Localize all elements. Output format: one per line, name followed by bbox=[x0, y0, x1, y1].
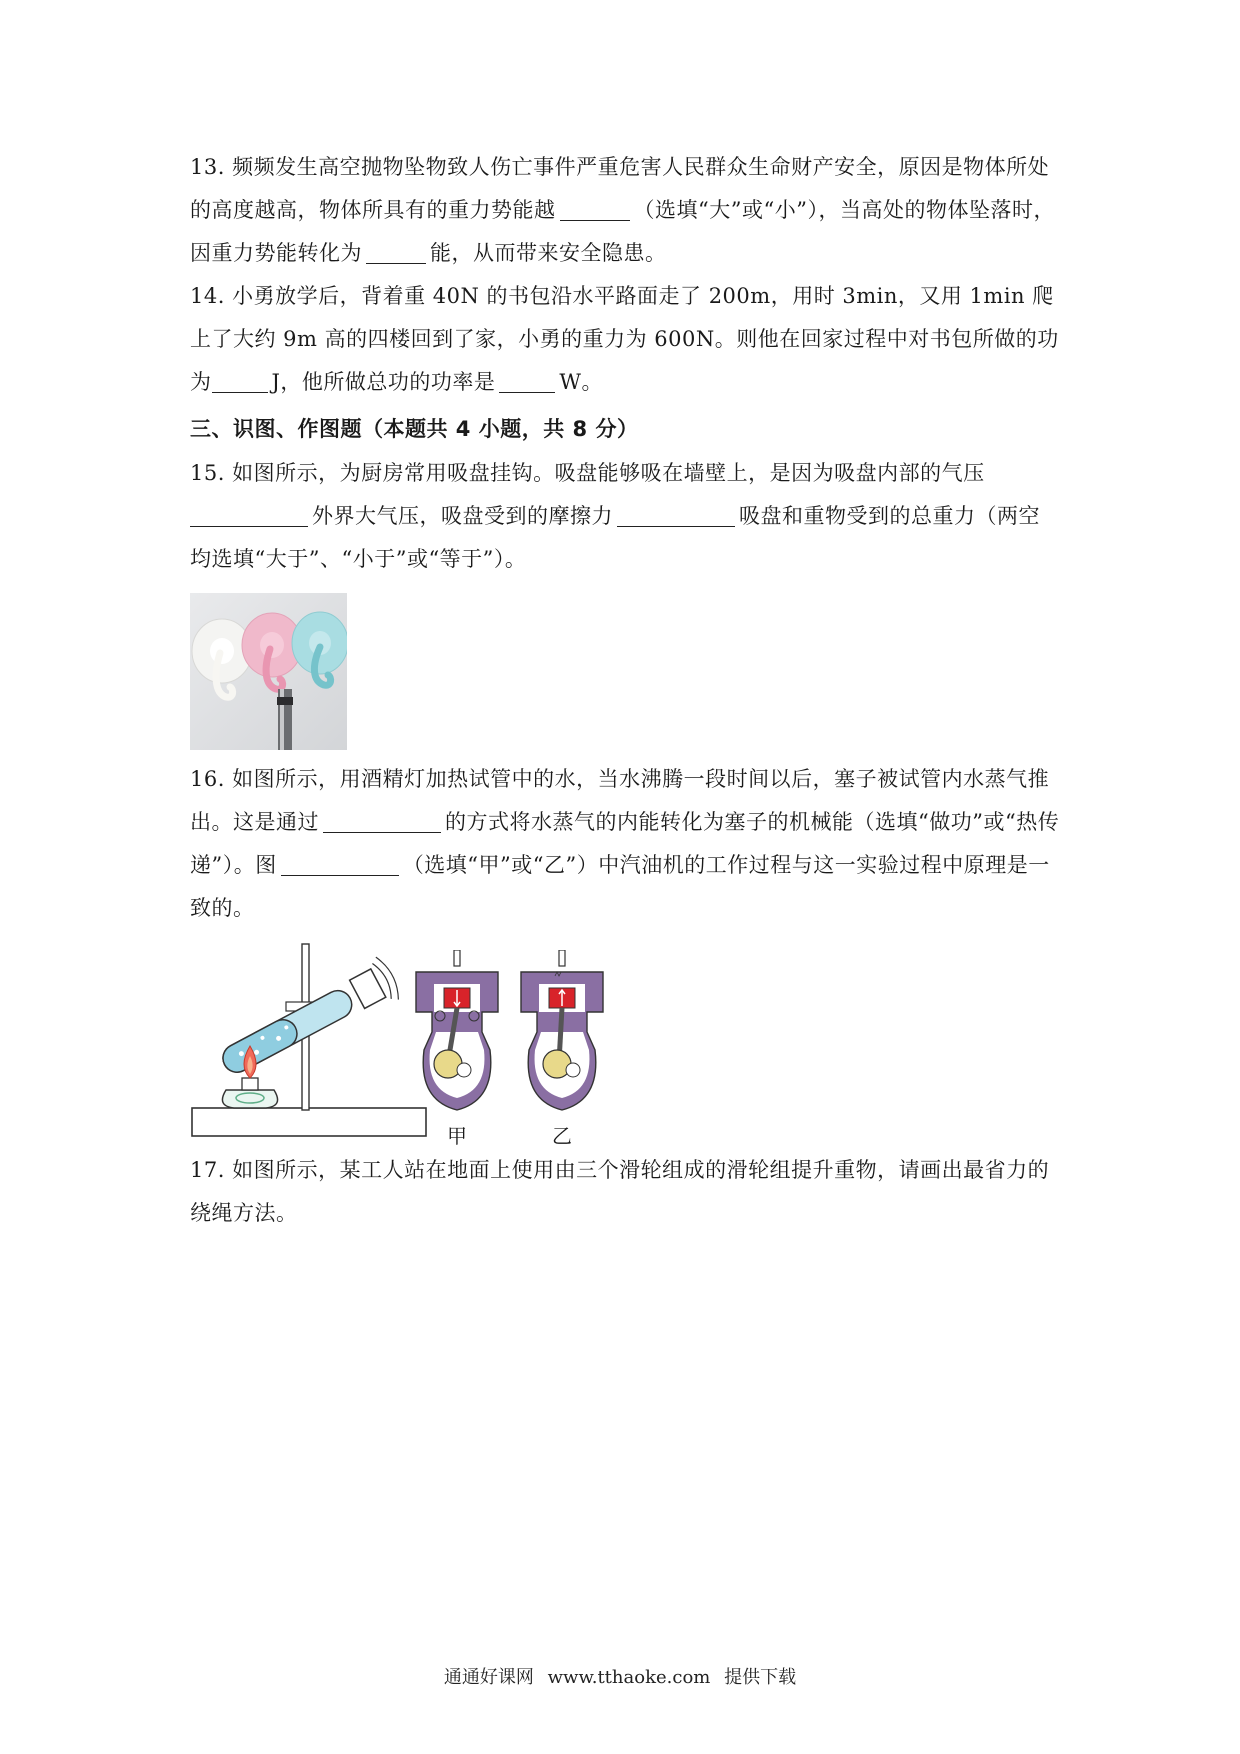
q15-text-3: 吸盘和重物受到的总重力（两空均选填“大于”、“小于”或“等于”）。 bbox=[190, 504, 1040, 571]
footer-brand: 通通好课网 bbox=[443, 1667, 534, 1688]
q14-blank-2[interactable] bbox=[499, 368, 555, 393]
question-13 bbox=[190, 146, 1060, 275]
engine-diagram-b bbox=[515, 950, 610, 1120]
q13-blank-2[interactable] bbox=[366, 239, 426, 264]
q13-text-3: 能，从而带来安全隐患。 bbox=[430, 241, 667, 265]
page-footer bbox=[0, 1663, 1240, 1689]
suction-hook-photo bbox=[190, 593, 347, 750]
question-14 bbox=[190, 275, 1060, 404]
question-16 bbox=[190, 758, 1060, 930]
q16-blank-1[interactable] bbox=[323, 808, 441, 833]
footer-url[interactable]: www.tthaoke.com bbox=[547, 1667, 711, 1688]
q16-text-3: （选填“甲”或“乙”）中汽油机的工作过程与这一实验过程中原理是一致的。 bbox=[190, 853, 1050, 920]
footer-suffix: 提供下载 bbox=[724, 1667, 797, 1688]
q13-text-1: 13. 频频发生高空抛物坠物致人伤亡事件严重危害人民群众生命财产安全，原因是物体所处的高度越高，物体所具有的重力势能越 bbox=[190, 155, 1050, 222]
engine-label-b: 乙 bbox=[552, 1124, 572, 1148]
q16-blank-2[interactable] bbox=[281, 851, 399, 876]
question-15 bbox=[190, 452, 1060, 581]
q15-blank-1[interactable] bbox=[190, 502, 308, 527]
q15-text-2: 外界大气压，吸盘受到的摩擦力 bbox=[312, 504, 613, 528]
suction-hook-illustration bbox=[190, 593, 347, 750]
experiment-figures bbox=[190, 940, 610, 1148]
question-17 bbox=[190, 1149, 1060, 1235]
q15-blank-2[interactable] bbox=[617, 502, 735, 527]
q14-blank-1[interactable] bbox=[212, 368, 268, 393]
section-3-title: 三、识图、作图题（本题共 4 小题，共 8 分） bbox=[190, 417, 639, 441]
engine-diagram-a bbox=[410, 950, 505, 1120]
q14-text-2: J，他所做总功的功率是 bbox=[271, 370, 496, 394]
q14-text-3: W。 bbox=[559, 370, 604, 394]
q13-blank-1[interactable] bbox=[560, 196, 630, 221]
q16-text-1: 16. 如图所示，用酒精灯加热试管中的水，当水沸腾一段时间以后，塞子被试管内水蒸气推出。这是通过 bbox=[190, 767, 1050, 834]
engine-label-a: 甲 bbox=[447, 1124, 467, 1148]
q13-text-2: （选填“大”或“小”），当高处的物体坠落时，因重力势能转化为 bbox=[190, 198, 1055, 265]
content bbox=[190, 146, 1060, 1235]
q14-text-1: 14. 小勇放学后，背着重 40N 的书包沿水平路面走了 200m，用时 3min，又用 1min 爬上了大约 9m 高的四楼回到了家，小勇的重力为 600N。则他在回家过程中对书包所做的功为 bbox=[190, 284, 1059, 394]
q16-text-2: 的方式将水蒸气的内能转化为塞子的机械能（选填“做功”或“热传递”）。图 bbox=[190, 810, 1060, 877]
q17-text: 17. 如图所示，某工人站在地面上使用由三个滑轮组成的滑轮组提升重物，请画出最省力的绕绳方法。 bbox=[190, 1158, 1050, 1225]
q15-text-1: 15. 如图所示，为厨房常用吸盘挂钩。吸盘能够吸在墙壁上，是因为吸盘内部的气压 bbox=[190, 461, 985, 485]
